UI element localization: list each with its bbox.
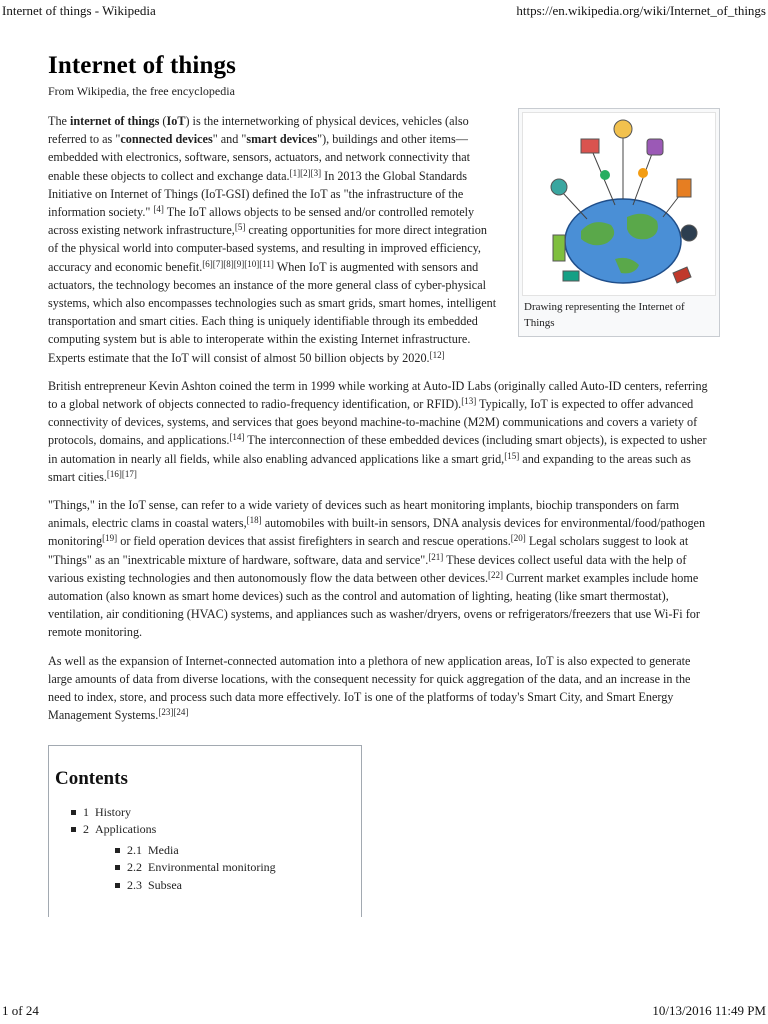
iot-illustration[interactable] bbox=[522, 112, 716, 296]
citation-link[interactable]: [23][24] bbox=[158, 707, 189, 718]
paragraph-text: When IoT is augmented with sensors and actuators, the technology becomes an instance of the more general class of cyber-physical systems, which also encompasses technologies such as smart grids, smart homes, intelligent transportation and smart cities. Each thing is uniquely identifiable through its embedded computing system but is able to interoperate within the existing Internet infrastructure. Experts estimate that the IoT will consist of almost 50 billion objects by 2020. bbox=[48, 259, 497, 365]
paragraph-text: ( bbox=[159, 114, 167, 128]
paragraph-text: In 2013 the Global Standards Initiative on Internet of Things (IoT-GSI) defined the IoT as "the infrastructure of the information society." bbox=[48, 168, 467, 220]
citation-link[interactable]: [1][2][3] bbox=[289, 167, 322, 178]
bold-term: connected devices bbox=[120, 132, 213, 147]
toc-number: 2 bbox=[83, 822, 89, 836]
citation-link[interactable]: [6][7][8][9][10][11] bbox=[202, 258, 274, 269]
citation-link[interactable]: [15] bbox=[504, 450, 520, 461]
toc-list bbox=[71, 804, 355, 895]
citation-link[interactable]: [22] bbox=[488, 569, 503, 580]
paragraph-text: or field operation devices that assist firefighters in search and rescue operations. bbox=[117, 534, 511, 549]
figure-box bbox=[518, 108, 720, 337]
page-counter: 1 of 24 bbox=[2, 1003, 39, 1018]
paragraph-text: These devices collect useful data with the help of various existing technologies and then autonomously flow the data between other devices. bbox=[48, 552, 687, 585]
citation-link[interactable]: [18] bbox=[246, 515, 262, 526]
toc-title: Contents bbox=[55, 767, 128, 789]
print-datetime: 10/13/2016 11:49 PM bbox=[652, 1003, 766, 1018]
toc-item-history[interactable] bbox=[71, 804, 355, 822]
toc-label: Applications bbox=[95, 822, 157, 836]
paragraph-text: British entrepreneur Kevin Ashton coined the term in 1999 while working at Auto-ID Labs (originally called Auto-ID centers, referring to a global network of objects connected to radio-frequency identification, or RFID). bbox=[48, 378, 708, 412]
citation-link[interactable]: [5] bbox=[234, 222, 246, 233]
bold-term: IoT bbox=[166, 114, 186, 128]
toc-item-environmental-monitoring[interactable] bbox=[115, 859, 355, 877]
toc-item-applications[interactable] bbox=[71, 821, 355, 894]
paragraph-text: "Things," in the IoT sense, can refer to a wide variety of devices such as heart monitoring implants, biochip transponders on farm animals, electric clams in coastal waters, bbox=[48, 498, 680, 531]
citation-link[interactable]: [4] bbox=[153, 204, 164, 215]
page-url-header[interactable]: https://en.wikipedia.org/wiki/Internet_of_things bbox=[516, 3, 766, 18]
paragraph-text: Current market examples include home automation (also known as smart home devices) such as the control and automation of lighting, heating (like smart thermostat), ventilation, air conditioning (HVAC) systems, and appliances such as washer/dryers, ovens or refrigerators/freezers that use Wi-Fi for remote monitoring. bbox=[48, 570, 700, 640]
citation-link[interactable]: [19] bbox=[102, 533, 118, 544]
toc-item-media[interactable] bbox=[115, 842, 355, 860]
toc-label: History bbox=[95, 804, 131, 819]
paragraph-things bbox=[48, 496, 716, 642]
paragraph-text: automobiles with built-in sensors, DNA analysis devices for environmental/food/pathogen monitoring bbox=[48, 516, 706, 549]
toc-number: 1 bbox=[83, 804, 89, 819]
toc-label: Subsea bbox=[148, 877, 182, 892]
citation-link[interactable]: [21] bbox=[428, 551, 444, 562]
toc-number: 2.1 bbox=[127, 842, 142, 857]
paragraph-text: The IoT allows objects to be sensed and/or controlled remotely across existing network infrastructure, bbox=[48, 205, 475, 238]
paragraph-text: and expanding to the areas such as smart cities. bbox=[48, 451, 691, 484]
paragraph-text: ) is the internetworking of physical devices, vehicles (also referred to as " bbox=[48, 114, 469, 147]
citation-link[interactable]: [12] bbox=[429, 349, 445, 360]
citation-link[interactable]: [20] bbox=[510, 533, 526, 544]
print-footer bbox=[0, 1000, 768, 1024]
toc-number: 2.3 bbox=[127, 877, 142, 892]
iot-drawing-icon bbox=[523, 113, 715, 295]
paragraph-expansion bbox=[48, 652, 716, 725]
article-content bbox=[48, 52, 716, 917]
toc-number: 2.2 bbox=[127, 860, 142, 874]
bold-term: internet of things bbox=[70, 114, 160, 128]
figure-caption: Drawing representing the Internet of Things bbox=[524, 301, 685, 329]
table-of-contents bbox=[48, 745, 362, 917]
paragraph-text: The interconnection of these embedded devices (including smart objects), is expected to usher in automation in nearly all fields, while also enabling advanced applications like a smart grid, bbox=[48, 433, 707, 466]
article-subtitle: From Wikipedia, the free encyclopedia bbox=[48, 84, 235, 98]
paragraph-text: Typically, IoT is expected to offer advanced connectivity of devices, systems, and services that goes beyond machine-to-machine (M2M) communications and covers a variety of protocols, domains, and applications. bbox=[48, 397, 698, 448]
toc-label: Media bbox=[148, 842, 179, 857]
toc-sublist bbox=[115, 842, 355, 895]
article-title: Internet of things bbox=[48, 52, 236, 79]
paragraph-text: "), buildings and other items—embedded with electronics, software, sensors, actuators, and network connectivity that enable these objects to collect and exchange data. bbox=[48, 132, 471, 183]
toc-label: Environmental monitoring bbox=[148, 860, 276, 874]
citation-link[interactable]: [13] bbox=[461, 396, 477, 407]
paragraph-history bbox=[48, 377, 716, 486]
citation-link[interactable]: [14] bbox=[229, 432, 245, 443]
print-header bbox=[0, 0, 768, 22]
paragraph-text: Legal scholars suggest to look at "Things" as an "inextricable mixture of hardware, software, data and service". bbox=[48, 534, 689, 567]
paragraph-text: The bbox=[48, 114, 70, 128]
toc-item-subsea[interactable] bbox=[115, 877, 355, 895]
page-title-header: Internet of things - Wikipedia bbox=[2, 3, 156, 18]
paragraph-text: creating opportunities for more direct integration of the physical world into computer-based systems, and resulting in improved efficiency, accuracy and economic benefit. bbox=[48, 223, 487, 274]
citation-link[interactable]: [16][17] bbox=[106, 468, 137, 479]
paragraph-text: As well as the expansion of Internet-connected automation into a plethora of new application areas, IoT is also expected to generate large amounts of data from diverse locations, with the consequent necessity for quick aggregation of the data, and an increase in the need to index, store, and process such data more effectively. IoT is one of the platforms of today's Smart City, and Smart Energy Management Systems. bbox=[48, 653, 691, 723]
bold-term: smart devices bbox=[246, 132, 318, 147]
paragraph-text: " and " bbox=[212, 132, 247, 147]
